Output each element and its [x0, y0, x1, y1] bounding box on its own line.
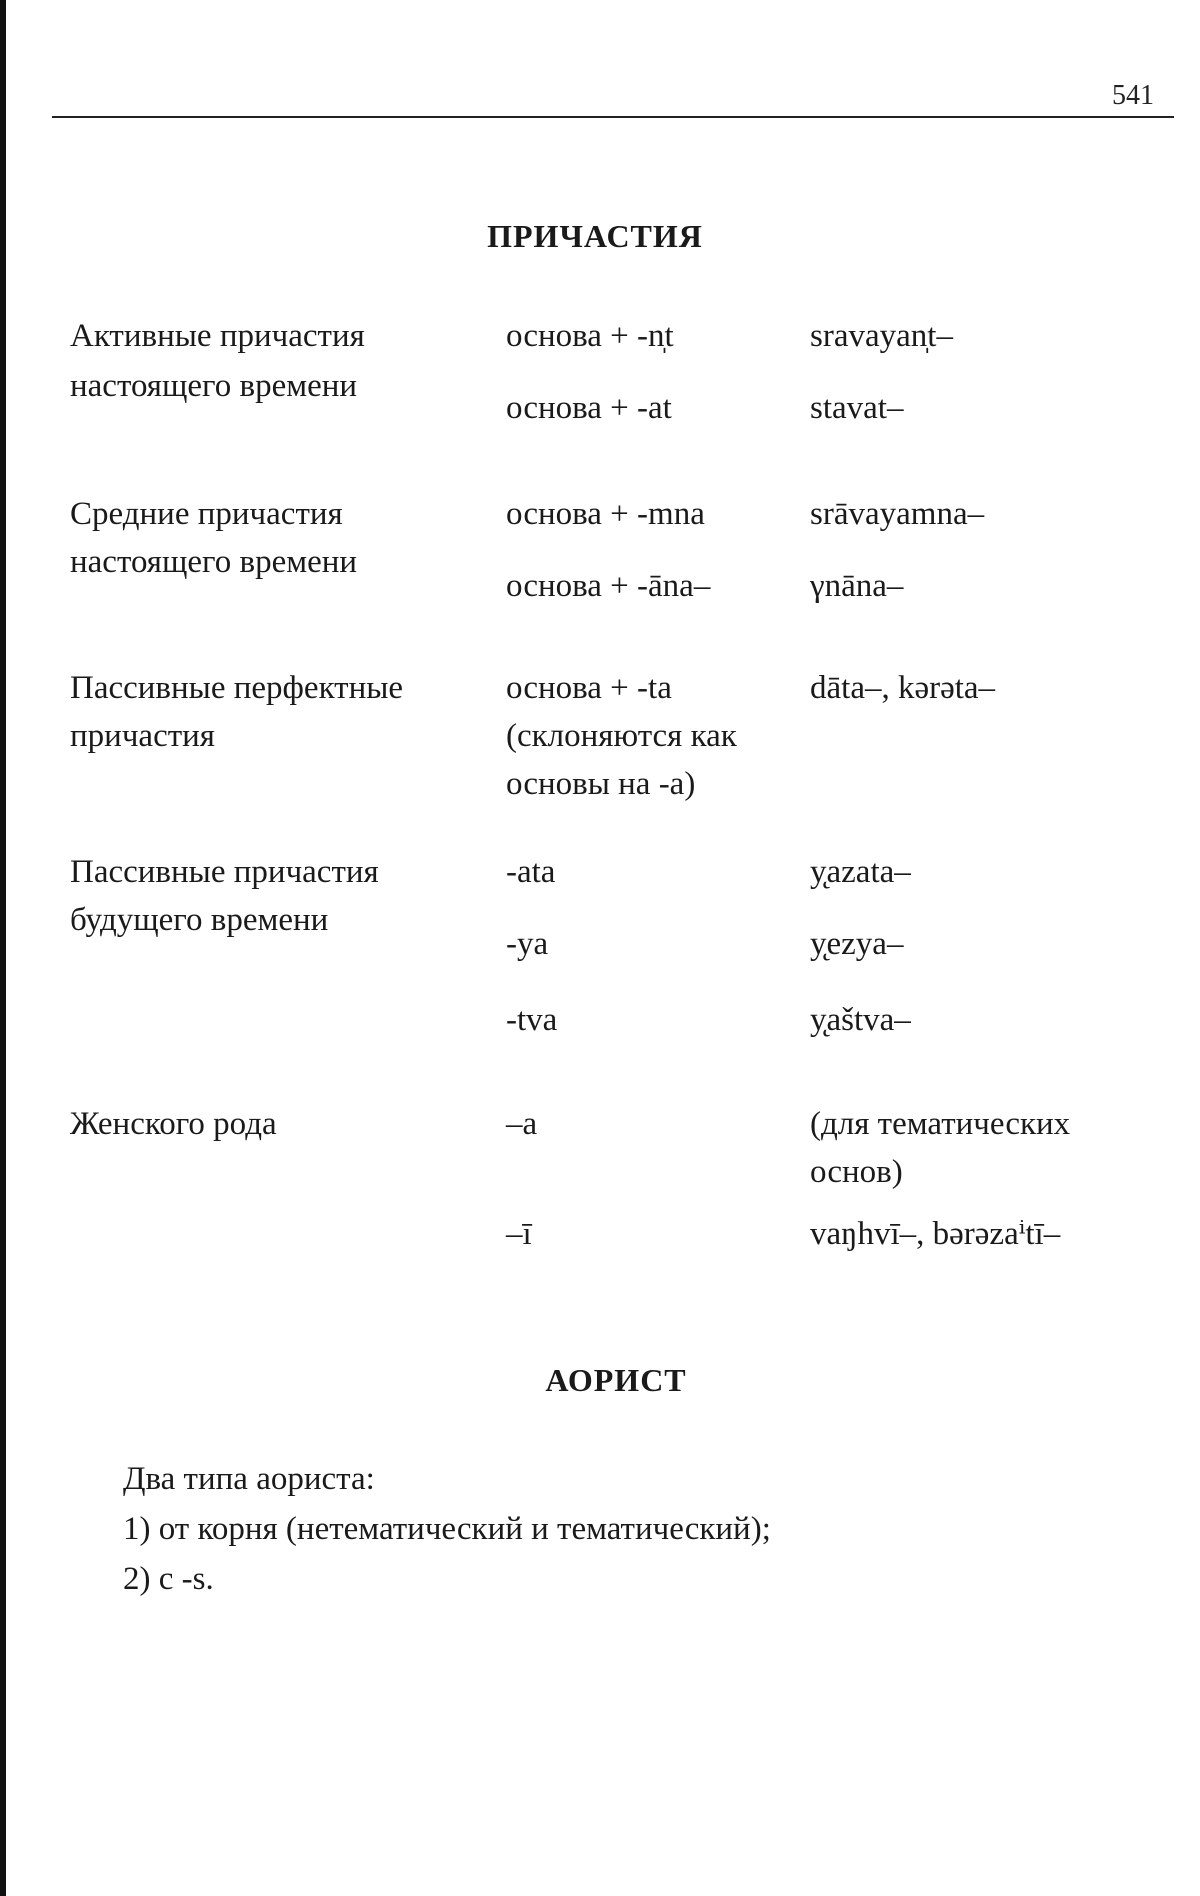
example-word: sravayan̩t– — [810, 318, 953, 354]
example-word: y̨azata– — [810, 854, 911, 890]
formation-rule: основа + -at — [506, 390, 672, 426]
header-rule — [52, 116, 1174, 118]
formation-rule: –ī — [506, 1216, 532, 1252]
example-word: vaŋhvī–, bərəzaⁱtī– — [810, 1216, 1061, 1252]
formation-rule: –a — [506, 1106, 538, 1142]
example-word: γnāna– — [810, 568, 904, 604]
formation-rule: (склоняются как — [506, 718, 737, 754]
category-label: Активные причастия — [70, 318, 365, 354]
aorist-description — [123, 1454, 771, 1604]
example-word: stavat– — [810, 390, 904, 426]
formation-rule: основа + -mna — [506, 496, 705, 532]
example-word: y̨ezya– — [810, 926, 904, 962]
category-label: Пассивные причастия — [70, 854, 379, 890]
page-number: 541 — [1112, 80, 1154, 111]
category-label: Средние причастия — [70, 496, 343, 532]
category-label: настоящего времени — [70, 368, 358, 404]
category-label: будущего времени — [70, 902, 329, 938]
category-label: настоящего времени — [70, 544, 358, 580]
page-edge-shadow — [0, 0, 6, 1896]
aorist-line: 2) с -s. — [123, 1561, 214, 1597]
example-word: y̨aštva– — [810, 1002, 911, 1038]
example-word: основ) — [810, 1154, 903, 1190]
formation-rule: основы на -a) — [506, 766, 696, 802]
example-word: srāvayamna– — [810, 496, 985, 532]
aorist-line: 1) от корня (нетематический и тематический); — [123, 1511, 771, 1547]
formation-rule: -ata — [506, 854, 556, 890]
example-word: (для тематических — [810, 1106, 1071, 1142]
section-title-aorist: АОРИСТ — [545, 1362, 687, 1398]
category-label: Женского рода — [70, 1106, 277, 1142]
section-title-participles: ПРИЧАСТИЯ — [487, 218, 703, 254]
aorist-line: Два типа аориста: — [123, 1461, 375, 1497]
formation-rule: основа + -n̩t — [506, 318, 674, 354]
formation-rule: основа + -āna– — [506, 568, 711, 604]
formation-rule: -tva — [506, 1002, 558, 1038]
category-label: Пассивные перфектные — [70, 670, 404, 706]
formation-rule: основа + -ta — [506, 670, 672, 706]
category-label: причастия — [70, 718, 215, 754]
formation-rule: -ya — [506, 926, 549, 962]
example-word: dāta–, kərəta– — [810, 670, 996, 706]
